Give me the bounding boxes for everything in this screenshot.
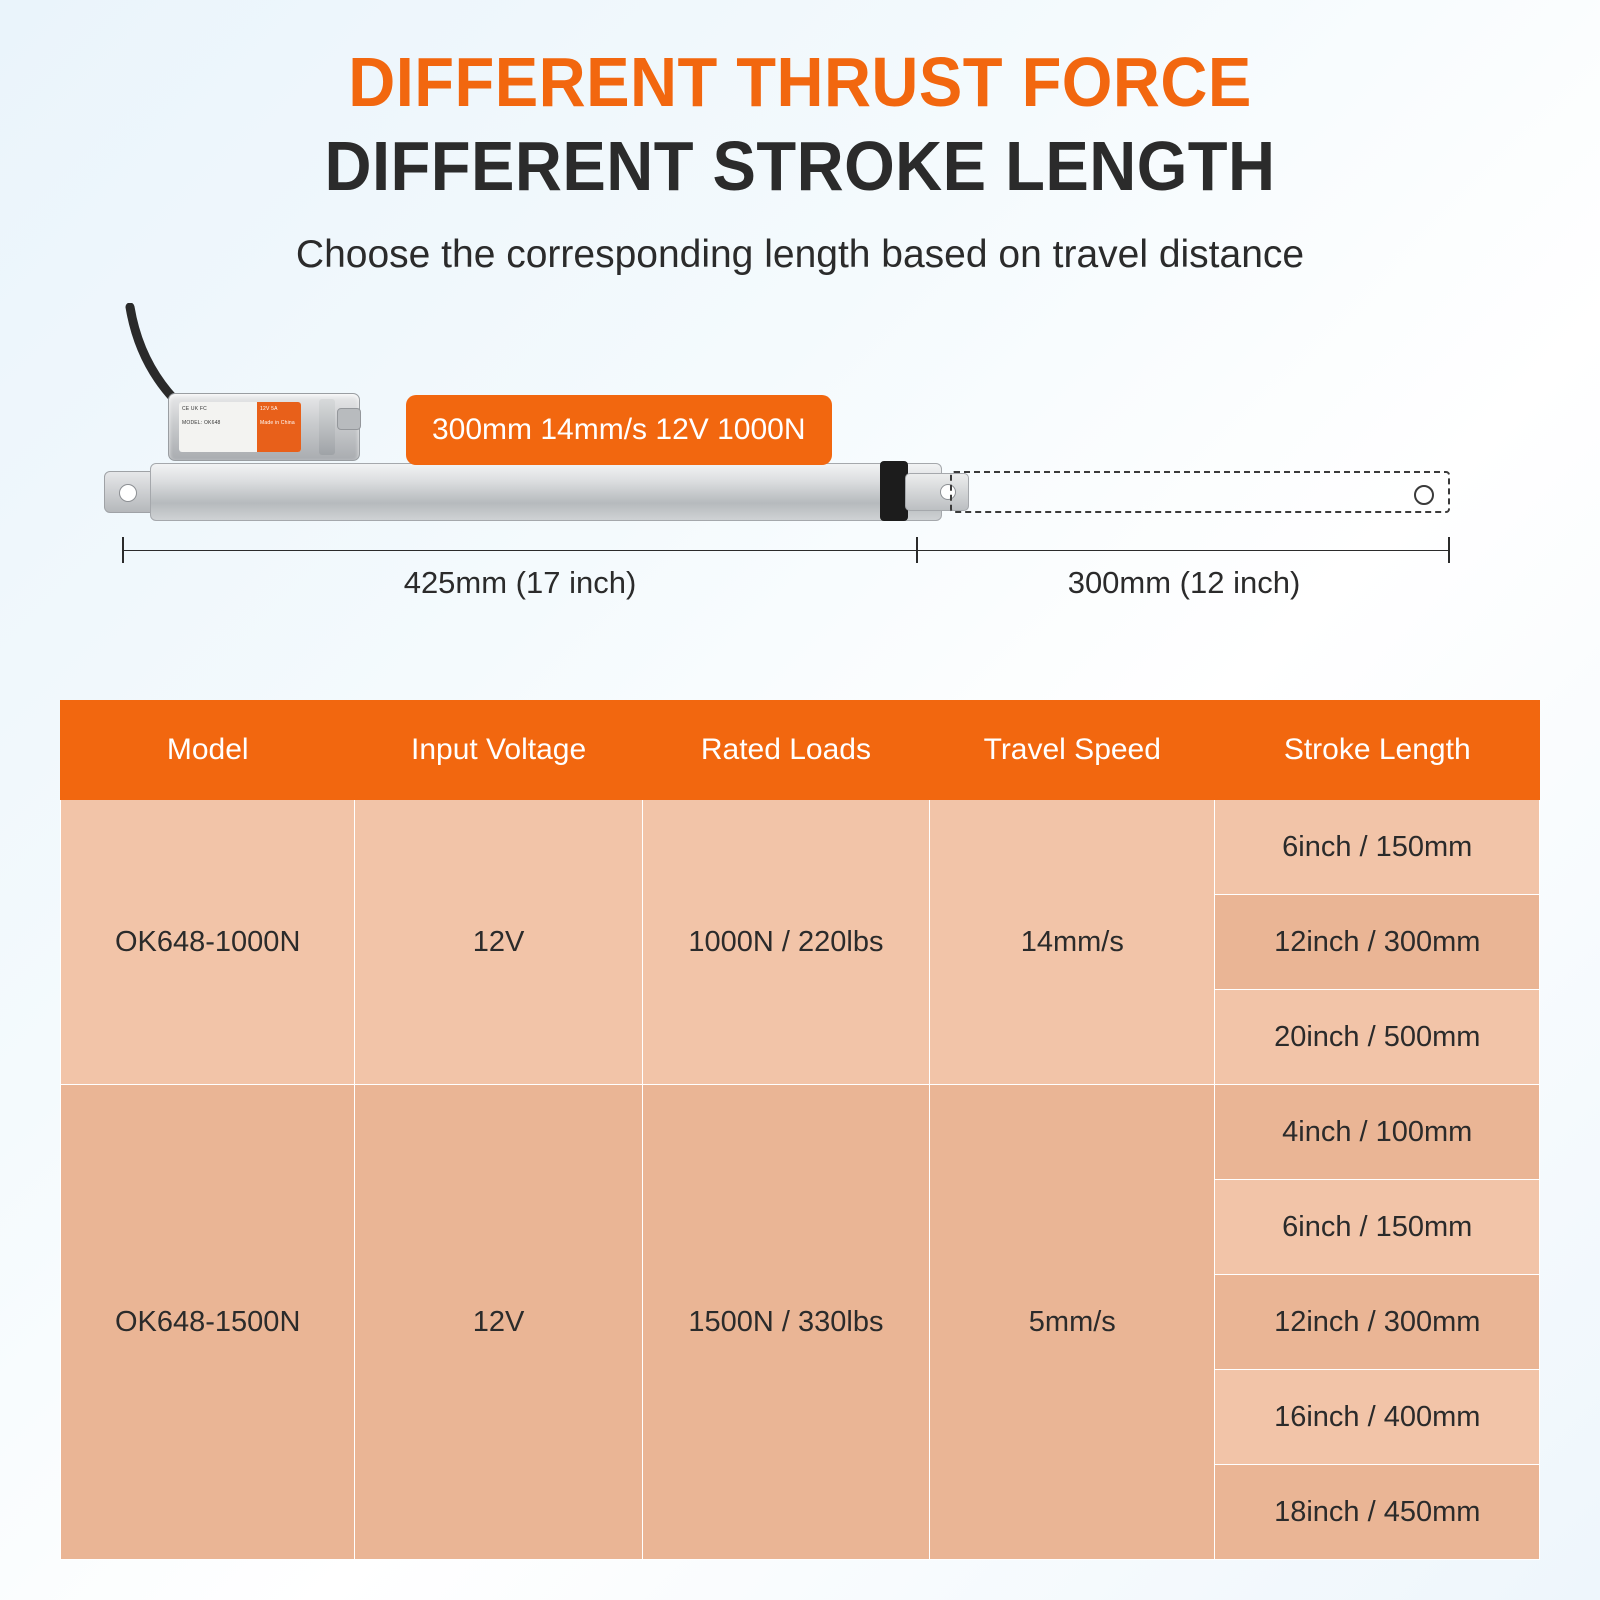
actuator-collar <box>880 461 908 521</box>
cell-loads-1: 1000N / 220lbs <box>642 800 929 1085</box>
cell-voltage-2: 12V <box>355 1085 642 1560</box>
cell-stroke-2-2: 12inch / 300mm <box>1215 1275 1540 1370</box>
actuator-tube <box>150 463 942 521</box>
headline-secondary: DIFFERENT STROKE LENGTH <box>324 126 1276 205</box>
dimension-label-stroke: 300mm (12 inch) <box>1067 564 1301 600</box>
table-header-stroke-length: Stroke Length <box>1215 701 1540 800</box>
motor-label-text-3: 12V 5A <box>260 405 278 412</box>
dimension-line-body <box>122 550 918 551</box>
cell-stroke-2-4: 18inch / 450mm <box>1215 1465 1540 1560</box>
cell-stroke-2-3: 16inch / 400mm <box>1215 1370 1540 1465</box>
dimension-label-body: 425mm (17 inch) <box>403 564 637 600</box>
motor-mounting-tab <box>337 408 361 430</box>
headline-primary: DIFFERENT THRUST FORCE <box>348 43 1252 121</box>
motor-label-orange-strip <box>257 402 301 452</box>
motor-label <box>179 402 301 452</box>
cell-stroke-1-2: 20inch / 500mm <box>1215 990 1540 1085</box>
headline-subtitle: Choose the corresponding length based on travel distance <box>295 232 1305 276</box>
product-illustration <box>0 295 1600 675</box>
cell-model-1: OK648-1000N <box>61 800 355 1085</box>
motor-label-text-4: Made in China <box>260 419 295 426</box>
motor-label-text-1: CE UK FC <box>182 405 207 412</box>
dimension-tick-left <box>122 537 124 563</box>
motor-housing <box>168 393 360 461</box>
table-row <box>61 1085 1540 1180</box>
cell-loads-2: 1500N / 330lbs <box>642 1085 929 1560</box>
headline-block <box>0 0 1600 277</box>
spec-badge: 300mm 14mm/s 12V 1000N <box>406 395 832 465</box>
dimension-line-stroke <box>918 550 1450 551</box>
motor-label-text-2: MODEL: OK648 <box>182 419 221 426</box>
stroke-extension-outline <box>950 471 1450 513</box>
table-header-rated-loads: Rated Loads <box>642 701 929 800</box>
cell-stroke-2-0: 4inch / 100mm <box>1215 1085 1540 1180</box>
table-header-travel-speed: Travel Speed <box>930 701 1215 800</box>
cell-stroke-1-0: 6inch / 150mm <box>1215 800 1540 895</box>
cell-voltage-1: 12V <box>355 800 642 1085</box>
stroke-extension-hole <box>1414 485 1434 505</box>
table-header-input-voltage: Input Voltage <box>355 701 642 800</box>
cell-stroke-1-1: 12inch / 300mm <box>1215 895 1540 990</box>
cell-speed-1: 14mm/s <box>930 800 1215 1085</box>
specifications-table <box>60 700 1540 1560</box>
rear-bracket-hole <box>119 484 137 502</box>
cell-speed-2: 5mm/s <box>930 1085 1215 1560</box>
motor-cap <box>319 399 335 455</box>
cell-model-2: OK648-1500N <box>61 1085 355 1560</box>
dimension-tick-right <box>1448 537 1450 563</box>
table-row <box>61 800 1540 895</box>
cell-stroke-2-1: 6inch / 150mm <box>1215 1180 1540 1275</box>
table-header-model: Model <box>61 701 355 800</box>
table-header-row <box>61 701 1540 800</box>
